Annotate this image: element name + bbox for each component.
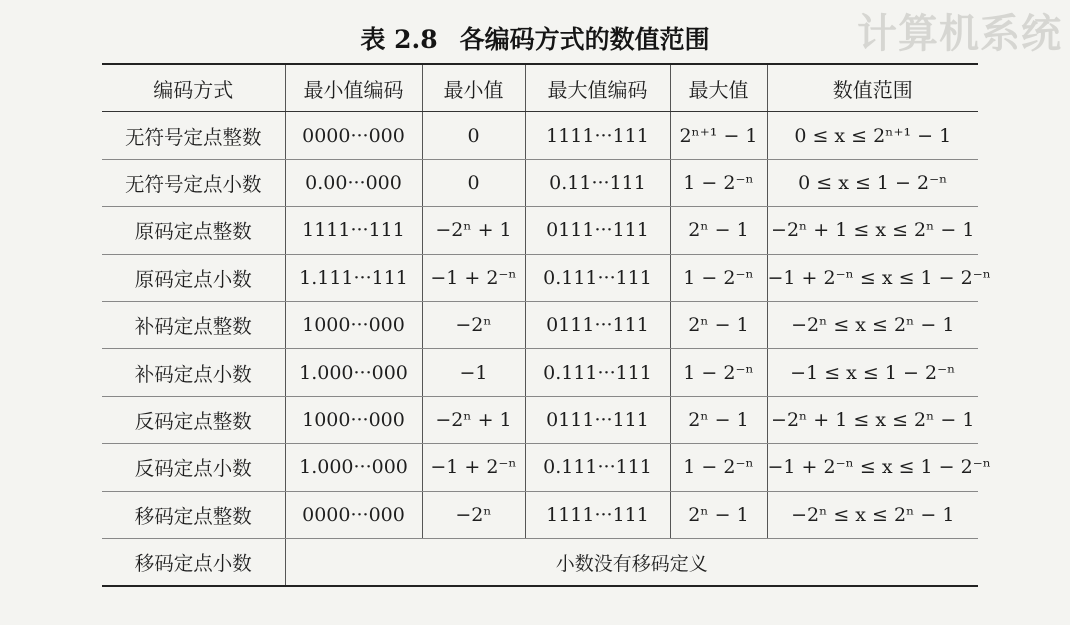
max-value: 2ⁿ⁺¹ − 1 bbox=[670, 112, 767, 159]
table-row bbox=[102, 349, 978, 396]
col-header-max-value: 最大值 bbox=[670, 64, 767, 112]
min-value: −2ⁿ + 1 bbox=[422, 396, 525, 443]
encoding-name: 补码定点小数 bbox=[102, 349, 285, 396]
min-value: −1 bbox=[422, 349, 525, 396]
max-value: 1 − 2⁻ⁿ bbox=[670, 254, 767, 301]
value-range: −1 ≤ x ≤ 1 − 2⁻ⁿ bbox=[767, 349, 978, 396]
max-value: 1 − 2⁻ⁿ bbox=[670, 444, 767, 491]
encoding-name: 移码定点整数 bbox=[102, 491, 285, 538]
min-value: −1 + 2⁻ⁿ bbox=[422, 254, 525, 301]
max-value: 1 − 2⁻ⁿ bbox=[670, 159, 767, 206]
encoding-name: 反码定点整数 bbox=[102, 396, 285, 443]
min-code: 0.00···000 bbox=[285, 159, 422, 206]
min-code: 1000···000 bbox=[285, 301, 422, 348]
table-row bbox=[102, 491, 978, 538]
max-code: 0.111···111 bbox=[525, 254, 670, 301]
encoding-range-table bbox=[102, 63, 991, 587]
min-code: 1.000···000 bbox=[285, 444, 422, 491]
max-value: 2ⁿ − 1 bbox=[670, 301, 767, 348]
min-value: −1 + 2⁻ⁿ bbox=[422, 444, 525, 491]
min-value: −2ⁿ + 1 bbox=[422, 207, 525, 254]
max-code: 0111···111 bbox=[525, 396, 670, 443]
min-code: 1111···111 bbox=[285, 207, 422, 254]
min-code: 0000···000 bbox=[285, 491, 422, 538]
background-heading: 计算机系统 bbox=[857, 10, 1062, 57]
value-range: −2ⁿ + 1 ≤ x ≤ 2ⁿ − 1 bbox=[767, 396, 978, 443]
max-code: 0.111···111 bbox=[525, 444, 670, 491]
encoding-name: 无符号定点整数 bbox=[102, 112, 285, 159]
max-value: 2ⁿ − 1 bbox=[670, 491, 767, 538]
table-caption bbox=[0, 20, 1070, 56]
max-code: 1111···111 bbox=[525, 112, 670, 159]
col-header-max-code: 最大值编码 bbox=[525, 64, 670, 112]
max-code: 1111···111 bbox=[525, 491, 670, 538]
max-value: 2ⁿ − 1 bbox=[670, 207, 767, 254]
table-header-row bbox=[102, 64, 978, 112]
caption-title: 各编码方式的数值范围 bbox=[459, 25, 710, 54]
min-code: 0000···000 bbox=[285, 112, 422, 159]
min-code: 1.111···111 bbox=[285, 254, 422, 301]
encoding-name: 移码定点小数 bbox=[102, 538, 285, 586]
max-code: 0.111···111 bbox=[525, 349, 670, 396]
table-row bbox=[102, 207, 978, 254]
col-header-min-code: 最小值编码 bbox=[285, 64, 422, 112]
max-value: 2ⁿ − 1 bbox=[670, 396, 767, 443]
max-code: 0111···111 bbox=[525, 301, 670, 348]
encoding-name: 原码定点小数 bbox=[102, 254, 285, 301]
col-header-min-value: 最小值 bbox=[422, 64, 525, 112]
min-value: 0 bbox=[422, 159, 525, 206]
value-range: 0 ≤ x ≤ 2ⁿ⁺¹ − 1 bbox=[767, 112, 978, 159]
encoding-name: 无符号定点小数 bbox=[102, 159, 285, 206]
encoding-name: 补码定点整数 bbox=[102, 301, 285, 348]
encoding-name: 反码定点小数 bbox=[102, 444, 285, 491]
table-row bbox=[102, 444, 978, 491]
min-code: 1000···000 bbox=[285, 396, 422, 443]
min-code: 1.000···000 bbox=[285, 349, 422, 396]
merged-note-cell: 小数没有移码定义 bbox=[285, 538, 978, 586]
min-value: −2ⁿ bbox=[422, 301, 525, 348]
table-row bbox=[102, 396, 978, 443]
table-row bbox=[102, 159, 978, 206]
table-row bbox=[102, 301, 978, 348]
value-range: −2ⁿ ≤ x ≤ 2ⁿ − 1 bbox=[767, 301, 978, 348]
value-range: −2ⁿ ≤ x ≤ 2ⁿ − 1 bbox=[767, 491, 978, 538]
value-range: −1 + 2⁻ⁿ ≤ x ≤ 1 − 2⁻ⁿ bbox=[767, 444, 978, 491]
col-header-encoding: 编码方式 bbox=[102, 64, 285, 112]
table-row bbox=[102, 254, 978, 301]
value-range: −1 + 2⁻ⁿ ≤ x ≤ 1 − 2⁻ⁿ bbox=[767, 254, 978, 301]
max-code: 0111···111 bbox=[525, 207, 670, 254]
encoding-name: 原码定点整数 bbox=[102, 207, 285, 254]
value-range: −2ⁿ + 1 ≤ x ≤ 2ⁿ − 1 bbox=[767, 207, 978, 254]
min-value: 0 bbox=[422, 112, 525, 159]
table-row bbox=[102, 538, 978, 586]
caption-number: 表 2.8 bbox=[360, 25, 438, 54]
max-code: 0.11···111 bbox=[525, 159, 670, 206]
max-value: 1 − 2⁻ⁿ bbox=[670, 349, 767, 396]
min-value: −2ⁿ bbox=[422, 491, 525, 538]
col-header-range: 数值范围 bbox=[767, 64, 978, 112]
table-row bbox=[102, 112, 978, 159]
value-range: 0 ≤ x ≤ 1 − 2⁻ⁿ bbox=[767, 159, 978, 206]
